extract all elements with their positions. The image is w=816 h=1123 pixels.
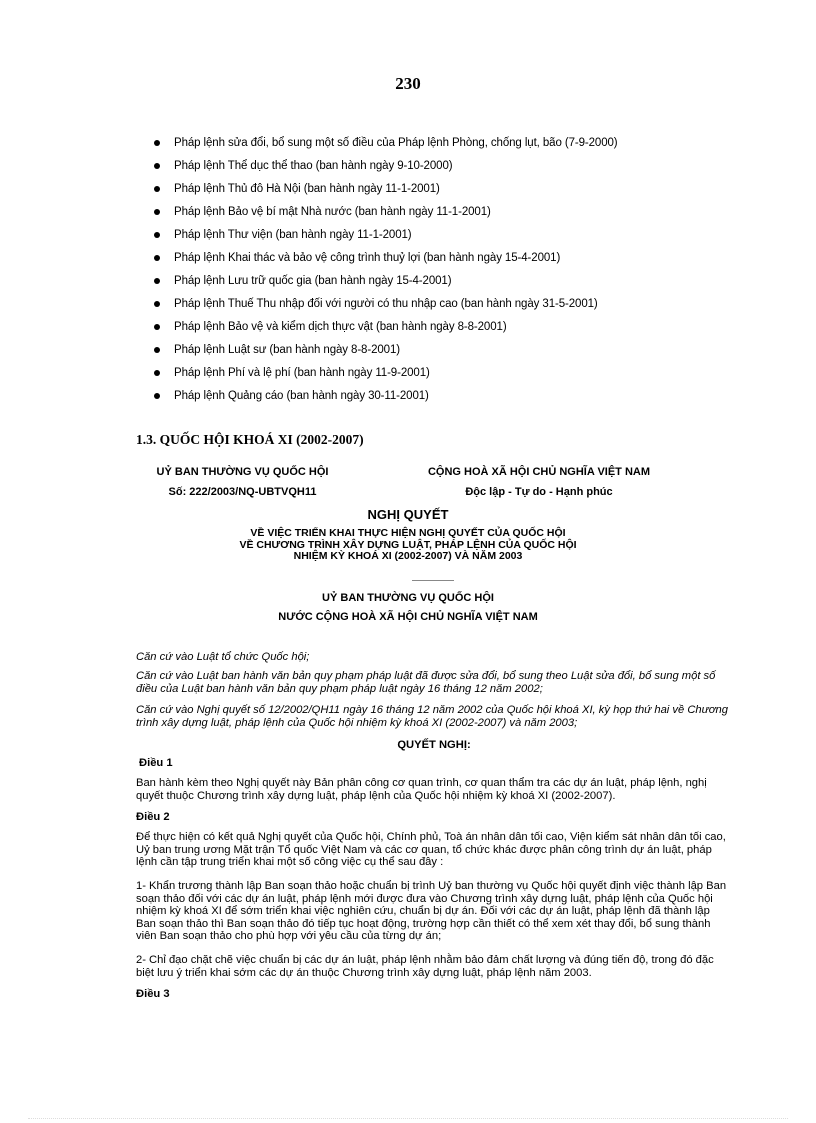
list-item-text: Pháp lệnh Luật sư (ban hành ngày 8-8-2001) [174, 344, 400, 356]
document-subtitle [0, 528, 816, 563]
list-item [152, 363, 752, 386]
subtitle-line: VỀ VIỆC TRIỂN KHAI THỰC HIỆN NGHỊ QUYẾT CỦA QUỐC HỘI [250, 527, 566, 539]
issuer-line: NƯỚC CỘNG HOÀ XÃ HỘI CHỦ NGHĨA VIỆT NAM [278, 611, 538, 623]
section-heading: 1.3. QUỐC HỘI KHOÁ XI (2002-2007) [136, 432, 364, 447]
article-2-item-1: 1- Khẩn trương thành lập Ban soạn thảo hoặc chuẩn bị trình Uỷ ban thường vụ Quốc hội quyết định việc thành lập Ban soạn thảo đối với các dự án luật, pháp lệnh mới được đưa vào Chương trình xây dựng luật, pháp lệnh của Quốc hội nhiệm kỳ khoá XI để sớm triển khai việc nghiên cứu, chuẩn bị dự án. Đối với các dự án luật, pháp lệnh đã thành lập Ban soạn thảo thì Ban soạn thảo đó tiếp tục hoạt động, trường hợp cần thiết có thể xem xét thay đổi, bổ sung thành viên Ban soạn thảo cho phù hợp với yêu cầu của từng dự án; [136, 880, 727, 942]
document-title: NGHỊ QUYẾT [367, 507, 449, 522]
list-item-text: Pháp lệnh Thư viện (ban hành ngày 11-1-2001) [174, 229, 412, 241]
list-item [152, 179, 752, 202]
list-item-text: Pháp lệnh Bảo vệ và kiểm dịch thực vật (ban hành ngày 8-8-2001) [174, 321, 507, 333]
bullet-icon [154, 347, 160, 353]
list-item-text: Pháp lệnh sửa đổi, bổ sung một số điều của Pháp lệnh Phòng, chống lụt, bão (7-9-2000) [174, 137, 618, 149]
list-item-text: Pháp lệnh Thể dục thể thao (ban hành ngày 9-10-2000) [174, 160, 453, 172]
list-item-text: Pháp lệnh Phí và lệ phí (ban hành ngày 11-9-2001) [174, 367, 430, 379]
list-item-text: Pháp lệnh Bảo vệ bí mật Nhà nước (ban hành ngày 11-1-2001) [174, 206, 491, 218]
list-item-text: Pháp lệnh Quảng cáo (ban hành ngày 30-11-2001) [174, 390, 429, 402]
list-item-text: Pháp lệnh Thủ đô Hà Nội (ban hành ngày 11-1-2001) [174, 183, 440, 195]
list-item [152, 133, 752, 156]
preamble-line: Căn cứ vào Luật ban hành văn bản quy phạm pháp luật đã được sửa đổi, bổ sung theo Luật sửa đổi, bổ sung một số điều của Luật ban hành văn bản quy phạm pháp luật ngày 16 tháng 12 năm 2002; [136, 670, 716, 695]
motto: Độc lập - Tự do - Hạnh phúc [465, 486, 613, 498]
list-item [152, 156, 752, 179]
bullet-icon [154, 255, 160, 261]
article-2-item-2: 2- Chỉ đạo chặt chẽ việc chuẩn bị các dự án luật, pháp lệnh nhằm bảo đảm chất lượng và đúng tiến độ, trong đó đặc biệt lưu ý triển khai sớm các dự án thuộc Chương trình xây dựng luật, pháp lệnh năm 2003. [136, 954, 714, 979]
article-2-intro: Để thực hiện có kết quả Nghị quyết của Quốc hội, Chính phủ, Toà án nhân dân tối cao, Viện kiểm sát nhân dân tối cao, Uỷ ban trung ương Mặt trận Tổ quốc Việt Nam và các cơ quan, tổ chức khác được phân công trình dự án luật, pháp lệnh cần tập trung triển khai một số công việc cụ thể sau đây : [136, 831, 726, 868]
bullet-icon [154, 301, 160, 307]
bullet-icon [154, 370, 160, 376]
list-item [152, 202, 752, 225]
divider [412, 580, 454, 581]
article-1-text: Ban hành kèm theo Nghị quyết này Bản phân công cơ quan trình, cơ quan thẩm tra các dự án luật, pháp lệnh, nghị quyết thuộc Chương trình xây dựng luật, pháp lệnh của Quốc hội nhiệm kỳ khoá XI (2002-2007). [136, 777, 707, 802]
list-item [152, 317, 752, 340]
issuer-block [0, 590, 816, 628]
issuing-agency-block [140, 464, 345, 504]
list-item [152, 225, 752, 248]
bullet-icon [154, 140, 160, 146]
article-1-heading: Điều 1 [139, 757, 173, 769]
list-item [152, 294, 752, 317]
document-number: Số: 222/2003/NQ-UBTVQH11 [168, 486, 317, 498]
list-item [152, 386, 752, 409]
list-item [152, 271, 752, 294]
subtitle-line: NHIỆM KỲ KHOÁ XI (2002-2007) VÀ NĂM 2003 [293, 550, 523, 562]
preamble-line: Căn cứ vào Nghị quyết số 12/2002/QH11 ngày 16 tháng 12 năm 2002 của Quốc hội khoá XI, kỳ họp thứ hai về Chương trình xây dựng luật, pháp lệnh của Quốc hội nhiệm kỳ khoá XI (2002-2007) và năm 2003; [136, 704, 728, 729]
bullet-icon [154, 209, 160, 215]
article-2-heading: Điều 2 [136, 811, 170, 823]
bullet-icon [154, 186, 160, 192]
article-3-heading: Điều 3 [136, 988, 170, 1000]
list-item-text: Pháp lệnh Thuế Thu nhập đối với người có thu nhập cao (ban hành ngày 31-5-2001) [174, 298, 598, 310]
issuer-line: UỶ BAN THƯỜNG VỤ QUỐC HỘI [322, 592, 494, 604]
bullet-icon [154, 324, 160, 330]
bullet-icon [154, 278, 160, 284]
nation-name: CỘNG HOÀ XÃ HỘI CHỦ NGHĨA VIỆT NAM [427, 466, 651, 478]
list-item-text: Pháp lệnh Lưu trữ quốc gia (ban hành ngày 15-4-2001) [174, 275, 452, 287]
list-item [152, 340, 752, 363]
ordinance-list [152, 133, 752, 409]
subtitle-line: VỀ CHƯƠNG TRÌNH XÂY DỰNG LUẬT, PHÁP LỆNH CỦA QUỐC HỘI [239, 538, 577, 551]
preamble-line: Căn cứ vào Luật tổ chức Quốc hội; [136, 651, 310, 663]
list-item [152, 248, 752, 271]
bullet-icon [154, 393, 160, 399]
resolves-heading: QUYẾT NGHỊ: [397, 739, 471, 751]
agency-name: UỶ BAN THƯỜNG VỤ QUỐC HỘI [156, 466, 329, 478]
page-number: 230 [395, 74, 421, 93]
list-item-text: Pháp lệnh Khai thác và bảo vệ công trình thuỷ lợi (ban hành ngày 15-4-2001) [174, 252, 561, 264]
page-bottom-rule [28, 1118, 788, 1119]
bullet-icon [154, 232, 160, 238]
bullet-icon [154, 163, 160, 169]
national-motto-block [404, 464, 674, 504]
